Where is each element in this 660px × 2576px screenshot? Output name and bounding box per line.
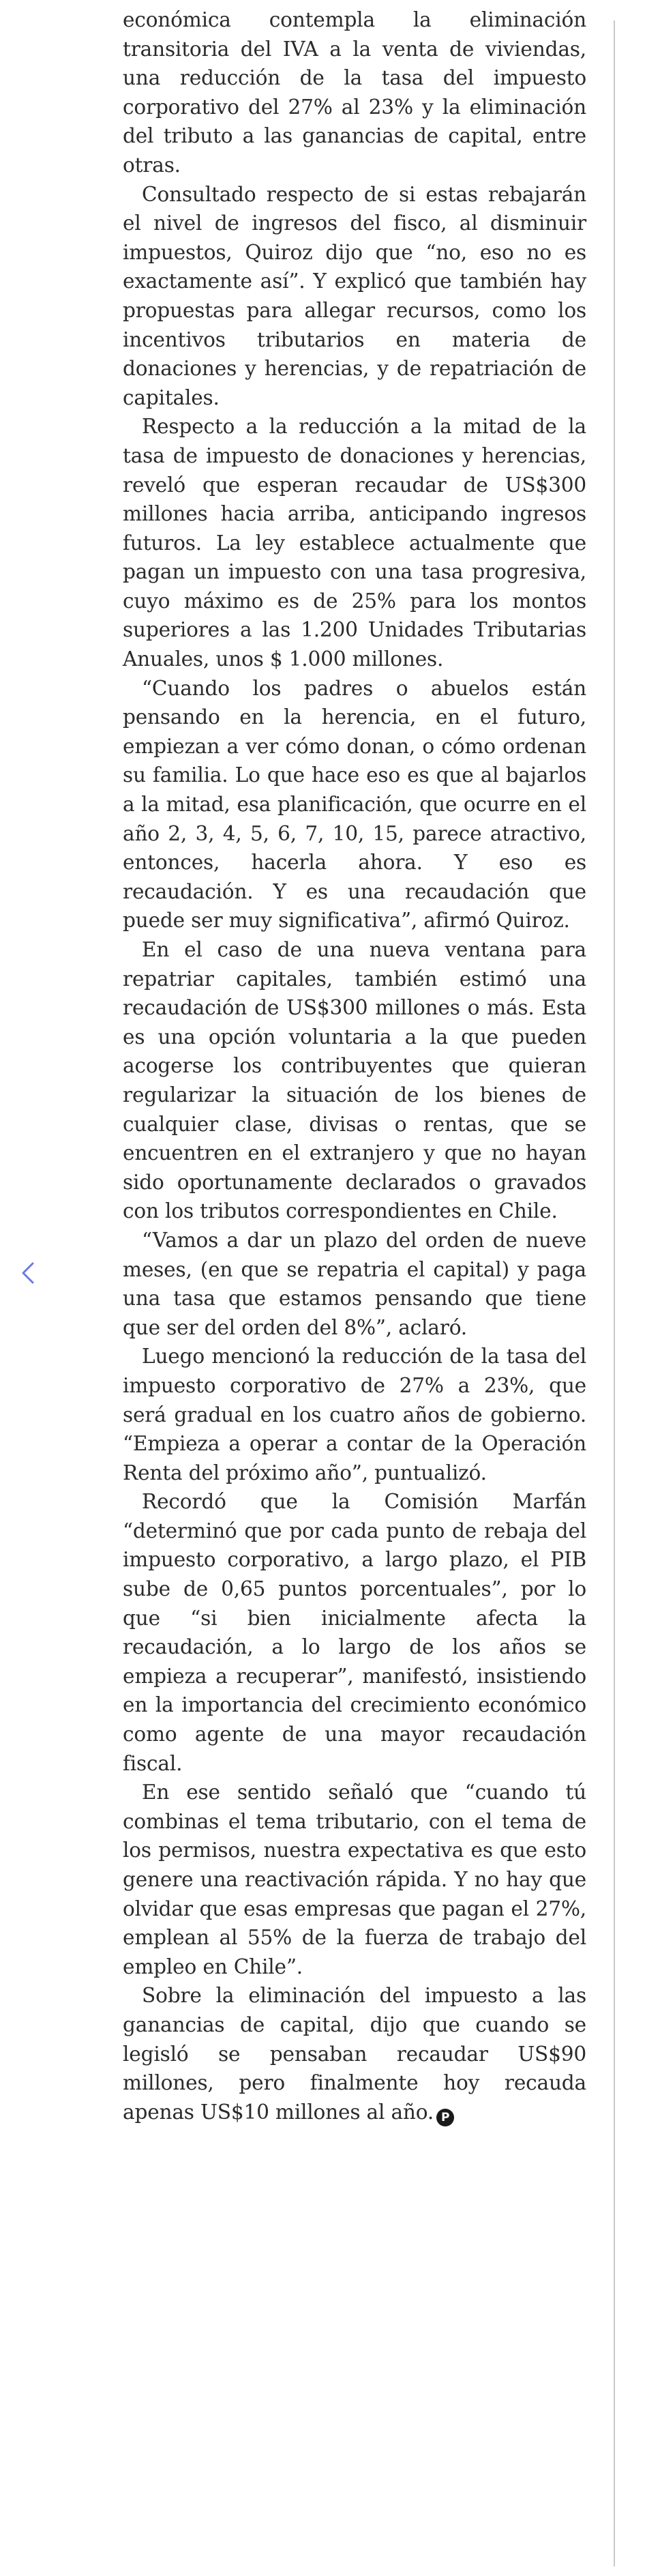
article-paragraph: “Vamos a dar un plazo del orden de nueve meses, (en que se repatria el capital) y paga una tasa que estamos pensando que tiene que ser del orden del 8%”, aclaró. (123, 1228, 586, 1339)
article-paragraph: económica contempla la eliminación transitoria del IVA a la venta de viviendas, una reducción de la tasa del impuesto corporativo del 27% al 23% y la eliminación del tributo a las ganancias de capital, entre otras. (123, 8, 586, 177)
chevron-left-icon[interactable] (15, 1259, 42, 1287)
end-of-article-icon: P (436, 2109, 454, 2126)
article-paragraph: Consultado respecto de si estas rebajarán el nivel de ingresos del fisco, al disminuir impuestos, Quiroz dijo que “no, eso no es exactamente así”. Y explicó que también hay propuestas para allegar recursos, como los incentivos tributarios en materia de donaciones y herencias, y de repatriación de capitales. (123, 182, 586, 409)
article-paragraph: En ese sentido señaló que “cuando tú combinas el tema tributario, con el tema de los permisos, nuestra expectativa es que esto genere una reactivación rápida. Y no hay que olvidar que esas empresas que pagan el 27%, emplean al 55% de la fuerza de trabajo del empleo en Chile”. (123, 1781, 586, 1978)
article-paragraph: Respecto a la reducción a la mitad de la tasa de impuesto de donaciones y herencias, reveló que esperan recaudar de US$300 millones hacia arriba, anticipando ingresos futuros. La ley establece actualmente que pagan un impuesto con una tasa progresiva, cuyo máximo es de 25% para los montos superiores a las 1.200 Unidades Tributarias Anuales, unos $ 1.000 millones. (123, 415, 586, 671)
article-paragraph: Recordó que la Comisión Marfán “determinó que por cada punto de rebaja del impuesto corporativo, a largo plazo, el PIB sube de 0,65 puntos porcentuales”, por lo que “si bien inicialmente afecta la recaudación, a lo largo de los años se empieza a recuperar”, manifestó, insistiendo en la importancia del crecimiento económico como agente de una mayor recaudación fiscal. (123, 1490, 586, 1775)
article-paragraph: Luego mencionó la reducción de la tasa del impuesto corporativo de 27% a 23%, que será gradual en los cuatro años de gobierno. “Empieza a operar a contar de la Operación Renta del próximo año”, puntualizó. (123, 1345, 586, 1484)
column-divider (614, 20, 615, 2566)
article-paragraph: En el caso de una nueva ventana para repatriar capitales, también estimó una recaudación de US$300 millones o más. Esta es una opción voluntaria a la que pueden acogerse los contribuyentes que quieran regularizar la situación de los bienes de cualquier clase, divisas o rentas, que se encuentren en el extranjero y que no hayan sido oportunamente declarados o gravados con los tributos correspondientes en Chile. (123, 938, 586, 1223)
article-paragraph-last (123, 1981, 586, 2126)
article-paragraph-text: Sobre la eliminación del impuesto a las ganancias de capital, dijo que cuando se legisló se pensaban recaudar US$90 millones, pero finalmente hoy recauda apenas US$10 millones al año. (123, 1984, 586, 2124)
article-paragraph: “Cuando los padres o abuelos están pensando en la herencia, en el futuro, empiezan a ver cómo donan, o cómo ordenan su familia. Lo que hace eso es que al bajarlos a la mitad, esa planificación, que ocurre en el año 2, 3, 4, 5, 6, 7, 10, 15, parece atractivo, entonces, hacerla ahora. Y eso es recaudación. Y es una recaudación que puede ser muy significativa”, afirmó Quiroz. (123, 676, 586, 933)
article-body (123, 5, 586, 2126)
